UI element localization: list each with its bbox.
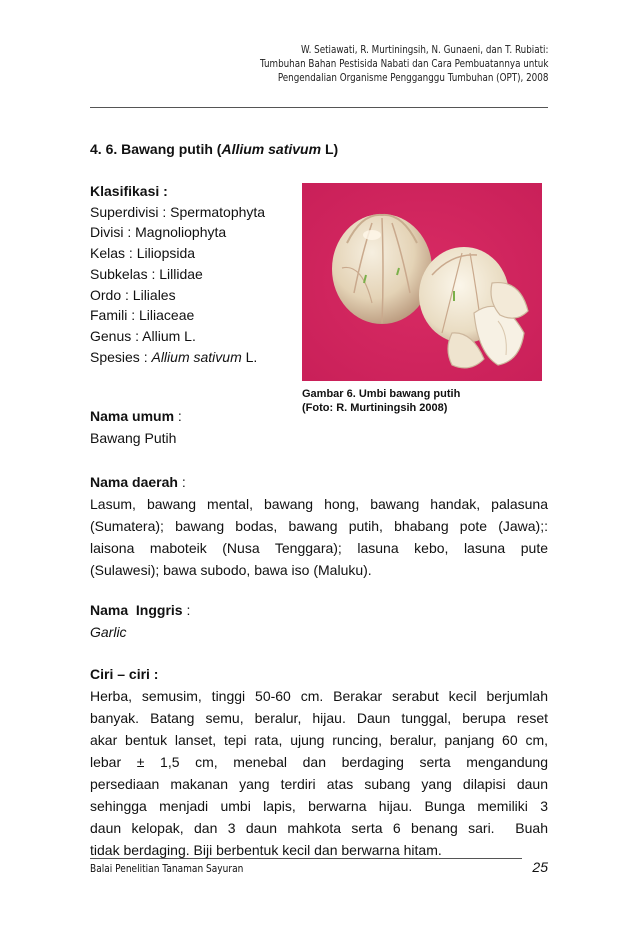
header-authors: W. Setiawati, R. Murtiningsih, N. Gunaeni, dan T. Rubiati:	[300, 45, 548, 56]
ciri-line: tidak berdaging. Biji berbentuk kecil dan berwarna hitam.	[90, 842, 442, 858]
ciri-block	[90, 663, 548, 861]
running-header	[260, 44, 548, 86]
footer-institution: Balai Penelitian Tanaman Sayuran	[90, 863, 244, 875]
figure-caption: Gambar 6. Umbi bawang putih (Foto: R. Murtiningsih 2008)	[302, 388, 461, 414]
header-subtitle: Pengendalian Organisme Pengganggu Tumbuhan (OPT), 2008	[277, 73, 548, 84]
klasifikasi-row: Famili : Liliaceae	[90, 307, 195, 324]
klasifikasi-row: Divisi : Magnoliophyta	[90, 224, 227, 241]
header-divider	[90, 107, 548, 108]
nama-umum-block: Nama umum : Bawang Putih	[90, 405, 548, 449]
nama-inggris-label: Nama Inggris	[90, 602, 183, 618]
klasifikasi-block	[90, 181, 265, 367]
ciri-line: sehingga menjadi umbi lapis, berwarna hijau. Bunga memiliki 3	[90, 798, 548, 814]
nama-daerah-line: Lasum, bawang mental, bawang hong, bawang handak, palasuna	[90, 496, 548, 512]
nama-daerah-block: Nama daerah : Lasum, bawang mental, bawang hong, bawang handak, palasuna (Sumatera); bawang bodas, bawang putih, bhabang pote (Jawa);: laisona maboteik (Nusa Tenggara); lasuna kebo, lasuna pute (Sulawesi); bawa subodo, bawa iso (Maluku).	[90, 471, 548, 581]
section-title-latin: Allium sativum	[221, 141, 322, 157]
nama-umum-value: Bawang Putih	[90, 430, 177, 446]
klasifikasi-row-spesies: Spesies : Allium sativum L.	[90, 348, 258, 365]
nama-daerah-label: Nama daerah	[90, 474, 178, 490]
nama-inggris-block: Nama Inggris : Garlic	[90, 599, 548, 643]
ciri-line: akar bentuk lanset, tepi rata, ujung runcing, beralur, panjang 60 cm,	[90, 732, 548, 748]
ciri-line: banyak. Batang semu, beralur, hijau. Daun tunggal, berupa reset	[90, 710, 548, 726]
header-title: Tumbuhan Bahan Pestisida Nabati dan Cara Pembuatannya untuk	[259, 59, 548, 70]
klasifikasi-row: Ordo : Liliales	[90, 286, 176, 303]
klasifikasi-row: Genus : Allium L.	[90, 327, 196, 344]
ciri-line: persediaan makanan yang terdiri atas subang yang dilapisi daun	[90, 776, 548, 792]
klasifikasi-row: Subkelas : Lillidae	[90, 265, 203, 282]
ciri-label: Ciri – ciri :	[90, 666, 159, 682]
page-number: 25	[532, 859, 548, 875]
garlic-photo	[302, 183, 542, 381]
klasifikasi-heading: Klasifikasi :	[90, 183, 168, 199]
klasifikasi-row: Kelas : Liliopsida	[90, 245, 196, 262]
nama-daerah-line: (Sulawesi); bawa subodo, bawa iso (Maluku).	[90, 562, 372, 578]
ciri-line: Herba, semusim, tinggi 50-60 cm. Berakar serabut kecil berjumlah	[90, 688, 548, 704]
nama-umum-label: Nama umum	[90, 408, 175, 424]
nama-daerah-line: (Sumatera); bawang bodas, bawang putih, bhabang pote (Jawa);:	[90, 518, 548, 534]
ciri-line: lebar ± 1,5 cm, menebal dan berdaging serta mengandung	[90, 754, 548, 770]
section-title: 4. 6. Bawang putih (Allium sativum L)	[90, 141, 339, 157]
nama-daerah-line: laisona maboteik (Nusa Tenggara); lasuna kebo, lasuna pute	[90, 540, 548, 556]
ciri-line: daun kelopak, dan 3 daun mahkota serta 6 benang sari. Buah	[90, 820, 548, 836]
garlic-bulb	[332, 214, 432, 324]
footer-divider	[90, 858, 522, 859]
klasifikasi-row: Superdivisi : Spermatophyta	[90, 203, 266, 220]
nama-inggris-value: Garlic	[90, 624, 127, 640]
